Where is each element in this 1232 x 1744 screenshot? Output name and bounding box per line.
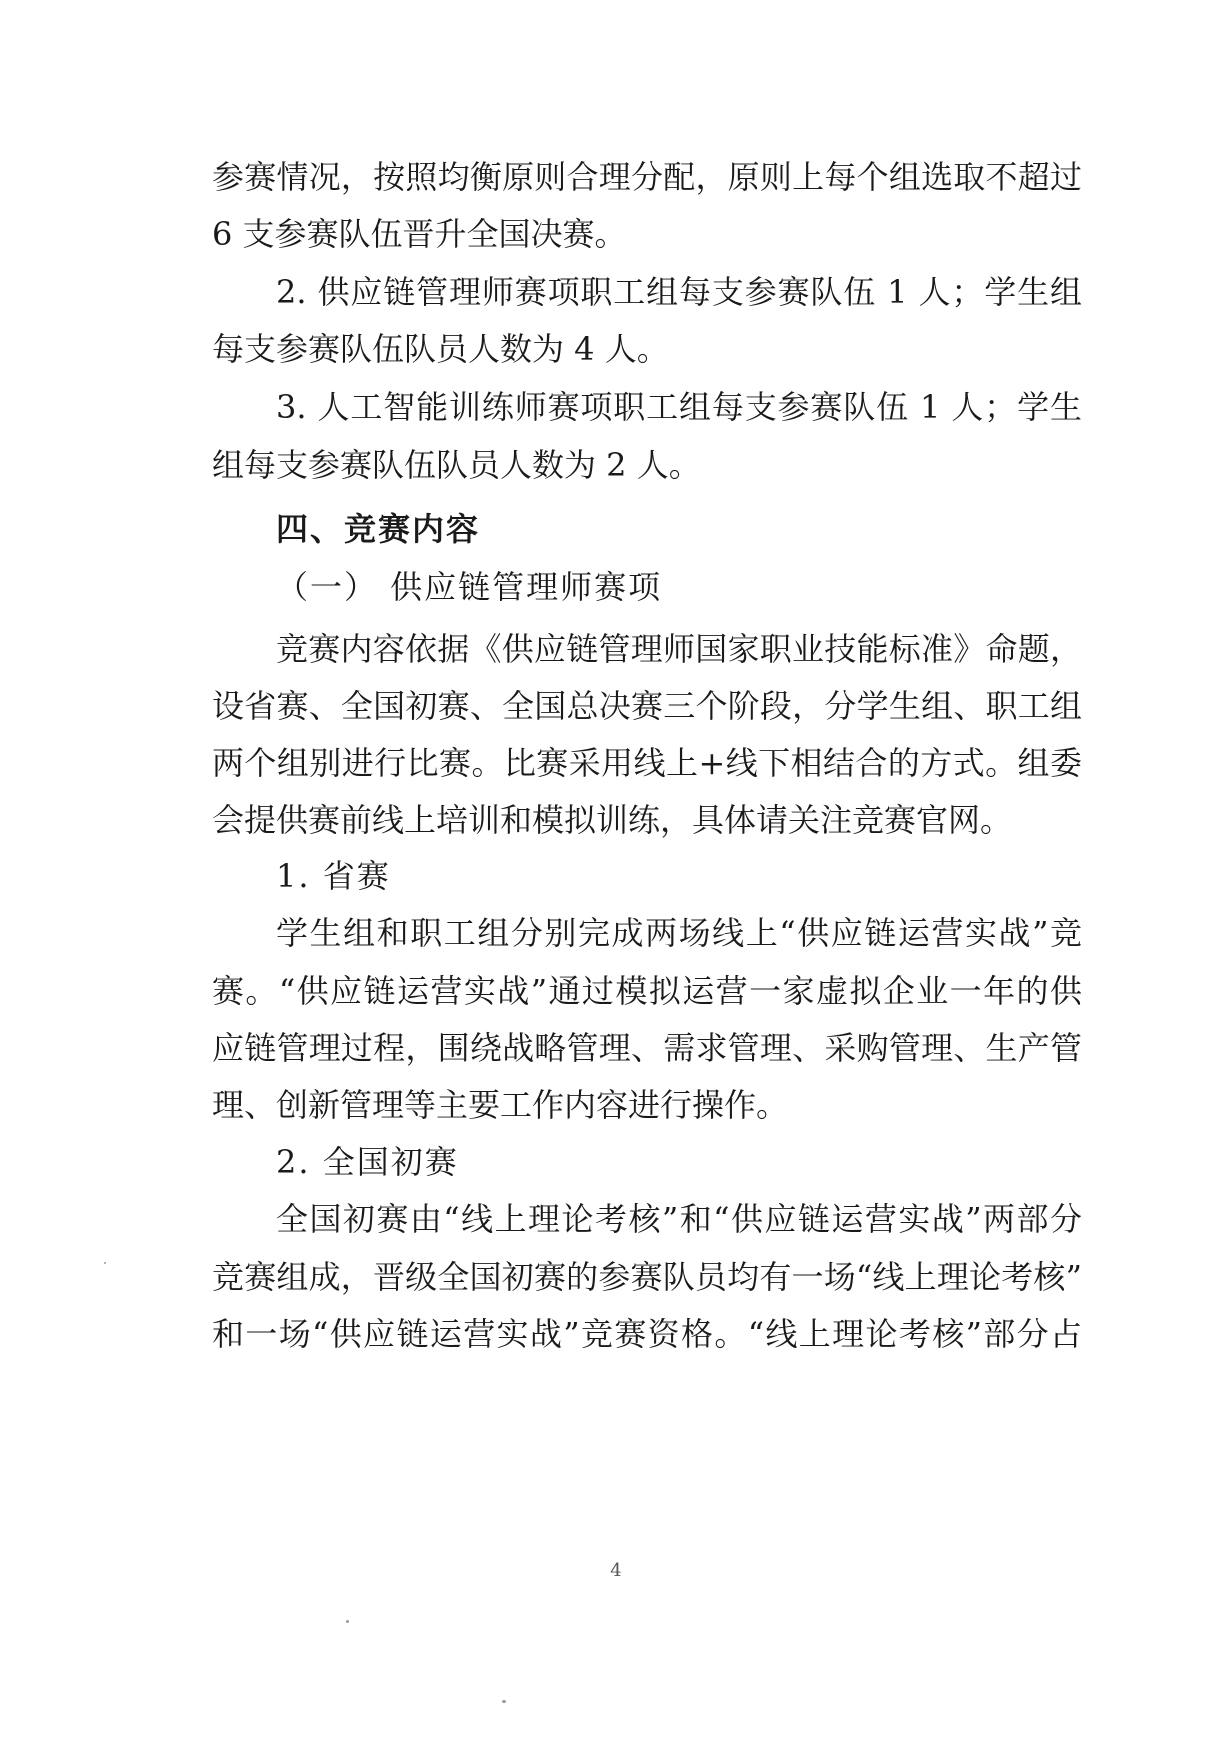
paragraph-line: 会提供赛前线上培训和模拟训练，具体请关注竞赛官网。 <box>212 801 1013 839</box>
paragraph-line: 参赛情况，按照均衡原则合理分配，原则上每个组选取不超过 <box>212 158 1082 196</box>
paragraph-line: 应链管理过程，围绕战略管理、需求管理、采购管理、生产管 <box>212 1029 1082 1067</box>
paragraph-line: 全国初赛由“线上理论考核”和“供应链运营实战”两部分 <box>276 1200 1082 1238</box>
paragraph-line: 两个组别进行比赛。比赛采用线上+线下相结合的方式。组委 <box>212 744 1082 782</box>
list-item-2-line: 2. 供应链管理师赛项职工组每支参赛队伍 1 人；学生组 <box>276 273 1082 311</box>
list-item-3-line: 3. 人工智能训练师赛项职工组每支参赛队伍 1 人；学生 <box>276 388 1082 426</box>
paragraph-line: 竞赛组成，晋级全国初赛的参赛队员均有一场“线上理论考核” <box>212 1258 1082 1296</box>
item-heading-national-preliminary: 2. 全国初赛 <box>276 1143 459 1181</box>
subsection-heading: （一） 供应链管理师赛项 <box>276 568 663 606</box>
list-item-3-line: 组每支参赛队伍队员人数为 2 人。 <box>212 446 701 484</box>
page-number: 4 <box>610 1560 622 1581</box>
paragraph-line: 设省赛、全国初赛、全国总决赛三个阶段，分学生组、职工组 <box>212 687 1082 725</box>
paragraph-line: 6 支参赛队伍晋升全国决赛。 <box>212 215 627 253</box>
scan-speck <box>502 1700 506 1703</box>
paragraph-line: 学生组和职工组分别完成两场线上“供应链运营实战”竞 <box>276 914 1082 952</box>
section-heading: 四、竞赛内容 <box>276 510 481 548</box>
scan-speck <box>346 1620 349 1623</box>
scan-speck <box>104 1262 106 1264</box>
paragraph-line: 赛。“供应链运营实战”通过模拟运营一家虚拟企业一年的供 <box>212 972 1082 1010</box>
paragraph-line: 竞赛内容依据《供应链管理师国家职业技能标准》命题， <box>276 630 1082 668</box>
item-heading-provincial: 1. 省赛 <box>276 857 391 895</box>
paragraph-line: 和一场“供应链运营实战”竞赛资格。“线上理论考核”部分占 <box>212 1315 1082 1353</box>
paragraph-line: 理、创新管理等主要工作内容进行操作。 <box>212 1086 789 1124</box>
list-item-2-line: 每支参赛队伍队员人数为 4 人。 <box>212 330 669 368</box>
